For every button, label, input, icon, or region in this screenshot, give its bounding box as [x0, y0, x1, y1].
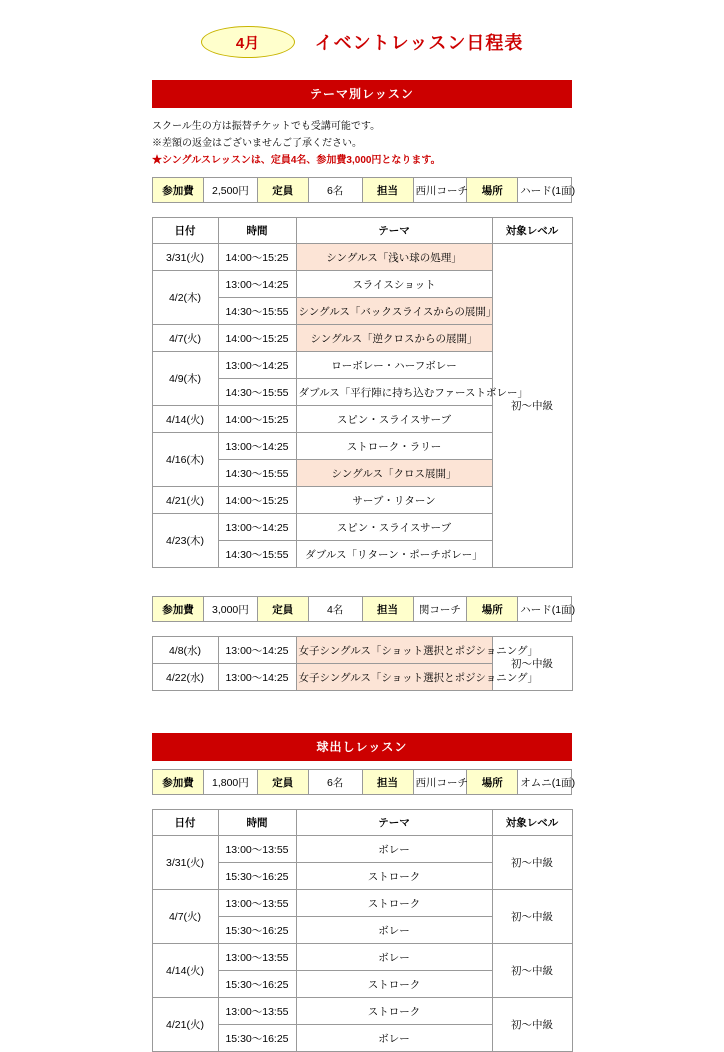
cell-theme: 女子シングルス「ショット選択とポジショニング」: [296, 664, 492, 691]
col-header-level: 対象レベル: [492, 810, 572, 836]
cell-level: 初～中級: [492, 998, 572, 1052]
coach-value: 関コーチ: [413, 597, 467, 622]
place-value: ハード(1面): [518, 597, 572, 622]
capacity-label: 定員: [257, 597, 308, 622]
note-line-star: ★シングルスレッスンは、定員4名、参加費3,000円となります。: [152, 155, 441, 166]
cell-date: 4/21(火): [152, 998, 218, 1052]
cell-level: 初～中級: [492, 637, 572, 691]
cell-time: 15:30～16:25: [218, 1025, 296, 1052]
section1-info-bar: [152, 177, 576, 203]
cell-theme: スライスショット: [296, 271, 492, 298]
capacity-value: 4名: [308, 597, 362, 622]
place-label: 場所: [467, 597, 518, 622]
fee-label: 参加費: [153, 597, 204, 622]
cell-theme: ローボレー・ハーフボレー: [296, 352, 492, 379]
capacity-value: 6名: [308, 178, 362, 203]
coach-label: 担当: [362, 597, 413, 622]
fee-value: 2,500円: [204, 178, 258, 203]
cell-theme: スピン・スライスサーブ: [296, 514, 492, 541]
cell-time: 13:00～14:25: [218, 514, 296, 541]
col-header-time: 時間: [218, 810, 296, 836]
cell-date: 4/7(火): [152, 890, 218, 944]
coach-label: 担当: [362, 178, 413, 203]
cell-time: 15:30～16:25: [218, 863, 296, 890]
col-header-theme: テーマ: [296, 218, 492, 244]
cell-time: 14:00～15:25: [218, 487, 296, 514]
capacity-label: 定員: [257, 178, 308, 203]
cell-theme: シングルス「クロス展開」: [296, 460, 492, 487]
table-row: [152, 836, 572, 863]
col-header-date: 日付: [152, 218, 218, 244]
table-row: [152, 944, 572, 971]
col-header-date: 日付: [152, 810, 218, 836]
cell-theme: シングルス「浅い球の処理」: [296, 244, 492, 271]
section3-schedule-table: [152, 809, 573, 1052]
cell-time: 14:30～15:55: [218, 379, 296, 406]
place-label: 場所: [467, 770, 518, 795]
cell-time: 13:00～13:55: [218, 944, 296, 971]
coach-value: 西川コーチ: [413, 770, 467, 795]
table-row: [152, 244, 572, 271]
cell-time: 14:00～15:25: [218, 406, 296, 433]
cell-theme: ストローク: [296, 890, 492, 917]
section2-schedule-table: [152, 636, 573, 691]
section-banner-theme-lessons: テーマ別レッスン: [152, 80, 572, 108]
cell-date: 4/2(木): [152, 271, 218, 325]
cell-time: 13:00～14:25: [218, 664, 296, 691]
cell-theme: ボレー: [296, 836, 492, 863]
table-row: [152, 637, 572, 664]
month-badge: 4月: [201, 26, 295, 58]
cell-time: 14:00～15:25: [218, 244, 296, 271]
cell-level: 初～中級: [492, 944, 572, 998]
cell-time: 13:00～14:25: [218, 271, 296, 298]
capacity-label: 定員: [257, 770, 308, 795]
cell-time: 15:30～16:25: [218, 917, 296, 944]
cell-theme: スピン・スライスサーブ: [296, 406, 492, 433]
cell-date: 3/31(火): [152, 836, 218, 890]
place-value: オムニ(1面): [518, 770, 572, 795]
capacity-value: 6名: [308, 770, 362, 795]
cell-theme: ストローク: [296, 863, 492, 890]
section2-info-bar: [152, 596, 576, 622]
document-page: [0, 26, 724, 1050]
cell-theme: ボレー: [296, 944, 492, 971]
col-header-level: 対象レベル: [492, 218, 572, 244]
table-header-row: [152, 810, 572, 836]
cell-date: 4/22(水): [152, 664, 218, 691]
cell-time: 15:30～16:25: [218, 971, 296, 998]
cell-time: 14:30～15:55: [218, 541, 296, 568]
fee-value: 1,800円: [204, 770, 258, 795]
cell-time: 13:00～14:25: [218, 637, 296, 664]
section-banner-ball-feed-lessons: 球出しレッスン: [152, 733, 572, 761]
cell-time: 14:30～15:55: [218, 298, 296, 325]
cell-theme: ダブルス「リターン・ポーチボレー」: [296, 541, 492, 568]
cell-date: 4/7(火): [152, 325, 218, 352]
cell-date: 4/21(火): [152, 487, 218, 514]
fee-label: 参加費: [153, 178, 204, 203]
cell-date: 4/16(木): [152, 433, 218, 487]
cell-date: 4/9(木): [152, 352, 218, 406]
note-line-2: ※差額の返金はございませんご了承ください。: [152, 138, 362, 149]
section1-schedule-table: [152, 217, 573, 568]
cell-theme: 女子シングルス「ショット選択とポジショニング」: [296, 637, 492, 664]
cell-level: 初～中級: [492, 244, 572, 568]
page-title: イベントレッスン日程表: [314, 33, 524, 53]
cell-theme: ストローク: [296, 998, 492, 1025]
fee-value: 3,000円: [204, 597, 258, 622]
cell-level: 初～中級: [492, 890, 572, 944]
coach-label: 担当: [362, 770, 413, 795]
cell-theme: シングルス「バックスライスからの展開」: [296, 298, 492, 325]
document-header: [0, 26, 724, 58]
table-header-row: [152, 218, 572, 244]
cell-time: 13:00～13:55: [218, 836, 296, 863]
place-value: ハード(1面): [518, 178, 572, 203]
cell-theme: ストローク: [296, 971, 492, 998]
section1-notes: [152, 118, 572, 169]
cell-time: 13:00～13:55: [218, 998, 296, 1025]
table-row: [152, 998, 572, 1025]
cell-time: 13:00～14:25: [218, 433, 296, 460]
cell-time: 14:00～15:25: [218, 325, 296, 352]
cell-date: 4/14(火): [152, 944, 218, 998]
col-header-time: 時間: [218, 218, 296, 244]
coach-value: 西川コーチ: [413, 178, 467, 203]
cell-time: 13:00～14:25: [218, 352, 296, 379]
cell-theme: ダブルス「平行陣に持ち込むファーストボレー」: [296, 379, 492, 406]
cell-theme: ボレー: [296, 1025, 492, 1052]
table-row: [152, 890, 572, 917]
cell-date: 4/8(水): [152, 637, 218, 664]
cell-theme: ボレー: [296, 917, 492, 944]
fee-label: 参加費: [153, 770, 204, 795]
note-line-1: スクール生の方は振替チケットでも受講可能です。: [152, 121, 381, 132]
cell-theme: ストローク・ラリー: [296, 433, 492, 460]
cell-theme: シングルス「逆クロスからの展開」: [296, 325, 492, 352]
cell-time: 13:00～13:55: [218, 890, 296, 917]
cell-date: 4/14(火): [152, 406, 218, 433]
cell-level: 初～中級: [492, 836, 572, 890]
col-header-theme: テーマ: [296, 810, 492, 836]
cell-time: 14:30～15:55: [218, 460, 296, 487]
cell-date: 4/23(木): [152, 514, 218, 568]
section3-info-bar: [152, 769, 576, 795]
cell-date: 3/31(火): [152, 244, 218, 271]
place-label: 場所: [467, 178, 518, 203]
cell-theme: サーブ・リターン: [296, 487, 492, 514]
